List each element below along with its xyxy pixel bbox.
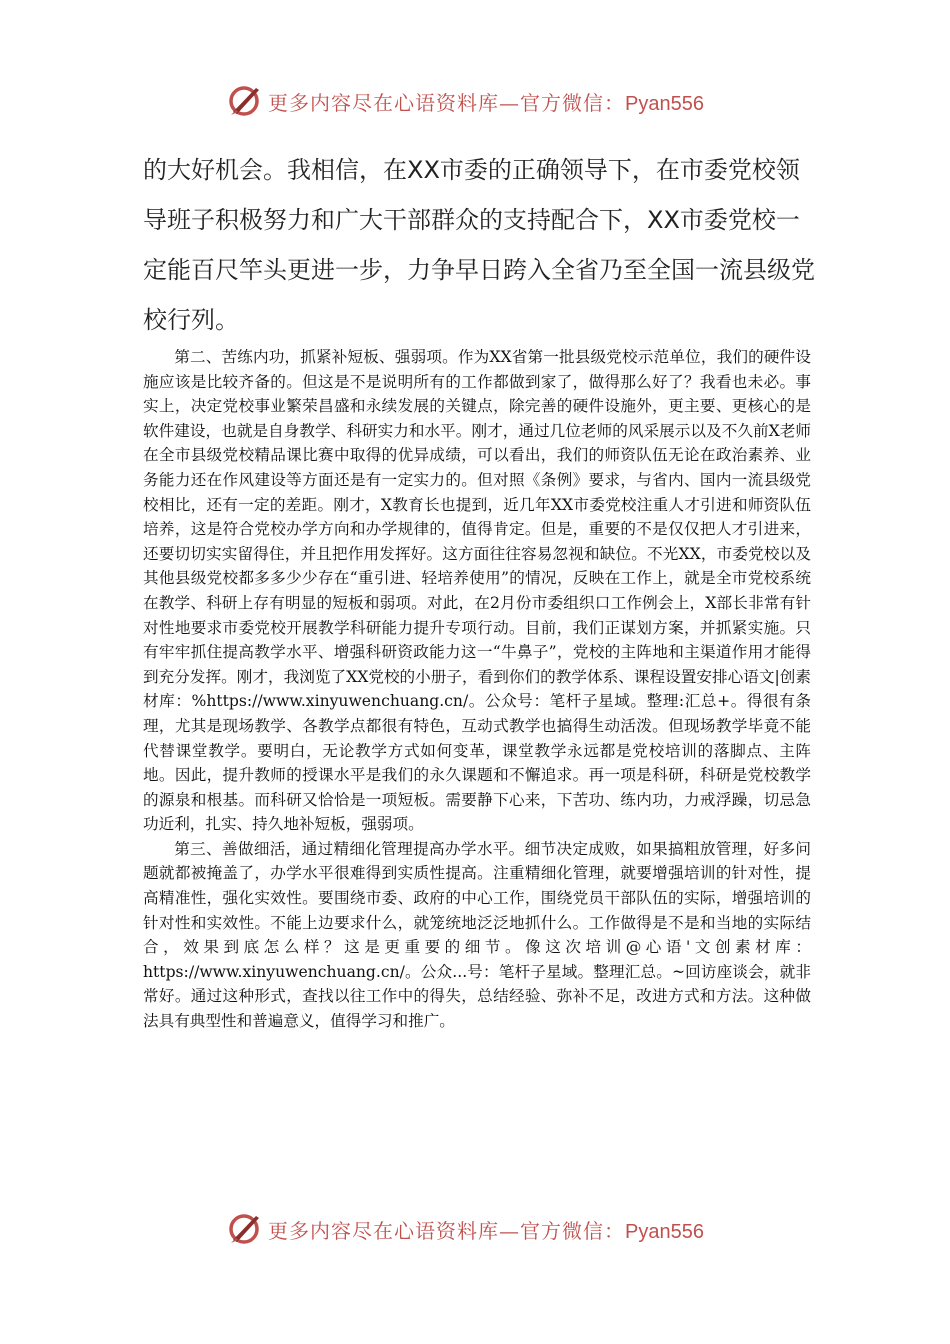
lead-paragraph: 的大好机会。我相信，在XX市委的正确领导下，在市委党校领导班子积极努力和广大干部群众的支持配合下，XX市委党校一定能百尺竿头更进一步，力争早日跨入全省乃至全国一流县级党校行列。 (143, 156, 815, 334)
footer-banner-text: 更多内容尽在心语资料库—官方微信：Pyan556 (268, 1219, 704, 1243)
paragraph-third: 第三、善做细活，通过精细化管理提高办学水平。细节决定成败，如果搞粗放管理，好多问题就都被掩盖了，办学水平很难得到实质性提高。注重精细化管理，就要增强培训的针对性，提高精准性，强化实效性。要围绕市委、政府的中心工作，围绕党员干部队伍的实际，增强培训的针对性和实效性。不能上边要求什么，就笼统地泛泛地抓什么。工作做得是不是和当地的实际结合，效果到底怎么样？这是更重要的细节。像这次培训@心语'文创素材库：https://www.xinyuwenchuang.cn/。公众...号：笔杆子星域。整理汇总。~回访座谈会，就非常好。通过这种形式，查找以往工作中的得失，总结经验、弥补不足，改进方式和方法。这种做法具有典型性和普遍意义，值得学习和推广。 (143, 839, 811, 1031)
header-banner-id: Pyan556 (625, 93, 704, 115)
brush-logo-icon (227, 82, 263, 118)
header-banner-text: 更多内容尽在心语资料库—官方微信：Pyan556 (268, 91, 704, 115)
footer-banner-id: Pyan556 (625, 1221, 704, 1243)
footer-banner (0, 1208, 950, 1248)
header-banner (0, 80, 950, 120)
brush-logo-icon (227, 1210, 263, 1246)
paragraph-second: 第二、苦练内功，抓紧补短板、强弱项。作为XX省第一批县级党校示范单位，我们的硬件设施应该是比较齐备的。但这是不是说明所有的工作都做到家了，做得那么好了？我看也未必。事实上，决定党校事业繁荣昌盛和永续发展的关键点，除完善的硬件设施外，更主要、更核心的是软件建设，也就是自身教学、科研实力和水平。刚才，通过几位老师的风采展示以及不久前X老师在全市县级党校精品课比赛中取得的优异成绩，可以看出，我们的师资队伍无论在政治素养、业务能力还在作风建设等方面还是有一定实力的。但对照《条例》要求，与省内、国内一流县级党校相比，还有一定的差距。刚才，X教育长也提到，近几年XX市委党校注重人才引进和师资队伍培养，这是符合党校办学方向和办学规律的，值得肯定。但是，重要的不是仅仅把人才引进来，还要切切实实留得住，并且把作用发挥好。这方面往往容易忽视和缺位。不光XX，市委党校以及其他县级党校都多多少少存在“重引进、轻培养使用”的情况，反映在工作上，就是全市党校系统在教学、科研上存有明显的短板和弱项。对此，在2月份市委组织口工作例会上，X部长非常有针对性地要求市委党校开展教学科研能力提升专项行动。目前，我们正谋划方案，并抓紧实施。只有牢牢抓住提高教学水平、增强科研资政能力这一“牛鼻子”，党校的主阵地和主渠道作用才能得到充分发挥。刚才，我浏览了XX党校的小册子，看到你们的教学体系、课程设置安排心语文|创素材库：%https://www.xinyuwenchuang.cn/。公众号：笔杆子星域。整理:汇总+。得很有条理，尤其是现场教学、各教学点都很有特色，互动式教学也搞得生动活泼。但现场教学毕竟不能代替课堂教学。要明白，无论教学方式如何变革，课堂教学永远都是党校培训的落脚点、主阵地。因此，提升教师的授课水平是我们的永久课题和不懈追求。再一项是科研，科研是党校教学的源泉和根基。而科研又恰恰是一项短板。需要静下心来，下苦功、练内功，力戒浮躁，切忌急功近利，扎实、持久地补短板，强弱项。 (143, 348, 811, 834)
body-text (143, 345, 811, 1034)
